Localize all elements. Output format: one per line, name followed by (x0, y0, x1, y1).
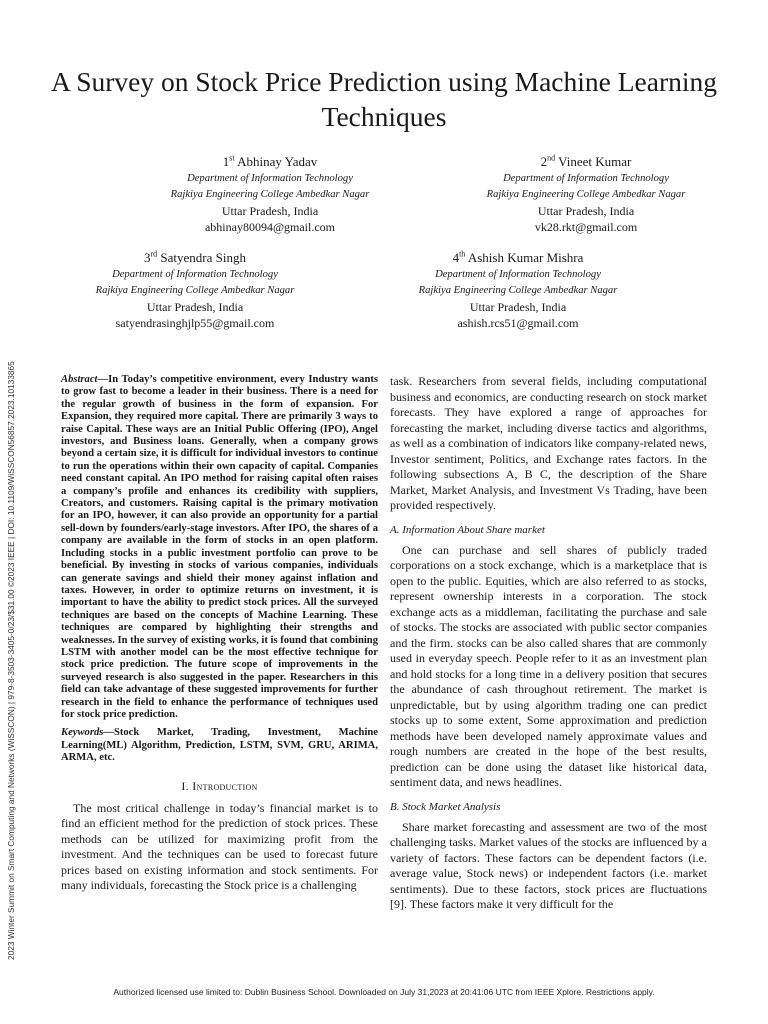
conference-citation-sidebar: 2023 Winter Summit on Smart Computing and Networks (WiSSCON) | 979-8-3503-3405-0/23/$31.00 ©2023 IEEE | DOI: 10.1109/WiSSCON56857.2023.10133865 (6, 361, 16, 960)
author-location: Uttar Pradesh, India (469, 300, 567, 314)
author-block-4 (348, 250, 688, 331)
author-department: Department of Information Technology (187, 173, 353, 184)
author-name: 1st Abhinay Yadav (222, 153, 318, 169)
author-name: 3rd Satyendra Singh (144, 249, 246, 265)
author-college: Rajkiya Engineering College Ambedkar Nagar (418, 285, 618, 296)
license-footer: Authorized licensed use limited to: Dublin Business School. Downloaded on July 31,2023 at 20:41:06 UTC from IEEE Xplore. Restrictions apply. (113, 987, 655, 997)
author-college: Rajkiya Engineering College Ambedkar Nagar (95, 285, 295, 296)
abstract (61, 374, 378, 721)
author-email[interactable]: satyendrasinghjlp55@gmail.com (115, 316, 275, 330)
author-department: Department of Information Technology (435, 269, 601, 280)
keywords-label: Keywords (61, 727, 104, 739)
author-email[interactable]: vk28.rkt@gmail.com (534, 220, 638, 234)
author-block-3 (25, 250, 365, 331)
author-name: 4th Ashish Kumar Mishra (452, 249, 584, 265)
author-location: Uttar Pradesh, India (221, 204, 319, 218)
section-heading-introduction: I. Introduction (181, 778, 258, 793)
market-analysis-paragraph: Share market forecasting and assessment are two of the most challenging tasks. Market values of the stocks are influenced by a variety of factors. These factors can be dependent factors (i.e. average value, Stock news) or independent factors (i.e. market sentiments). Due to these factors, stock prices are fluctuations [9]. These factors make it very difficult for the (390, 819, 707, 911)
author-email[interactable]: abhinay80094@gmail.com (204, 220, 336, 234)
author-department: Department of Information Technology (503, 173, 669, 184)
author-college: Rajkiya Engineering College Ambedkar Nagar (486, 189, 686, 200)
share-market-paragraph: One can purchase and sell shares of publicly traded corporations on a stock exchange, which is a marketplace that is open to the public. Equities, which are also referred to as stocks, represent ownership interests in a corporation. The stock exchange acts as a middleman, facilitating the purchase and sale of stocks. The stocks are associated with public sector companies and the firm. stocks can be also called shares that are commonly used in everyday speech. People refer to it as an investment plan and hold stocks for a long time in a delivery position that secures the abundance of cash throughout retirement. The market is unpredictable, but by using algorithm trading one can predict stocks up to some extent, Some approximation and prediction methods have been developed namely approximate values and rough numbers are created in the hope of the best results, prediction can be done using the dataset like historical data, sentiment data, and news headlines. (390, 542, 707, 789)
intro-continued-paragraph: task. Researchers from several fields, including computational business and economics, are conducting research on stock market forecasts. They have explored a range of approaches for forecasting the market, including diverse tactics and algorithms, as well as a combination of indicators like company-related news, Investor sentiment, Politics, and Exchange rates factors. In the following subsections A, B C, the description of the Share Market, Market Analysis, and Investment Vs Trading, have been provided respectively. (390, 374, 707, 512)
author-name: 2nd Vineet Kumar (540, 153, 632, 169)
author-college: Rajkiya Engineering College Ambedkar Nagar (170, 189, 370, 200)
left-column (61, 374, 378, 894)
paper-title: A Survey on Stock Price Prediction using Machine Learning Techniques (51, 66, 717, 132)
author-block-2 (416, 154, 756, 235)
intro-paragraph: The most critical challenge in today’s financial market is to find an efficient method for the prediction of stock prices. These methods can be utilized for maximizing profit from the investment. And the techniques can be used to forecast future prices based on existing information and stock sentiments. For many individuals, forecasting the Stock price is a challenging (61, 800, 378, 893)
abstract-text: —In Today’s competitive environment, every Industry wants to grow fast to become a leader in their business. There is a need for the regular growth of business in the form of expansion. For Expansion, they required more capital. There are primarily 3 ways to raise Capital. These ways are an Initial Public Offering (IPO), Angel investors, and Business loans. Generally, when a company grows beyond a certain size, it is difficult for individual investors to continue to run the operations within their own capacity of capital. Companies need constant capital. An IPO method for raising capital often raises a company’s profile and enhances its credibility with suppliers, Creators, and customers. Raising capital is the primary motivation for an IPO, however, it can also provide an opportunity for a partial sell-down by founders/early-stage investors. After IPO, the shares of a company are available in the form of stocks in an open platform. Including stocks in a public investment portfolio can prove to be beneficial. By investing in stocks of various companies, individuals can generate savings and shield their money against inflation and taxes. However, in order to optimize returns on investment, it is important to have the ability to predict stock prices. All the surveyed techniques are based on the concepts of Machine Learning. These techniques are compared by highlighting their strengths and weaknesses. In the survey of existing works, it is found that combining LSTM with another model can be the most effective technique for stock price prediction. The future scope of improvements in the surveyed research is also suggested in the paper. Researchers in this field can take advantage of these suggested improvements for further research in the field to enhance the performance of techniques used for stock price prediction. (61, 374, 378, 720)
abstract-label: Abstract (61, 374, 98, 385)
keywords-text: —Stock Market, Trading, Investment, Machine Learning(ML) Algorithm, Prediction, LSTM, SVM, GRU, ARIMA, ARMA, etc. (61, 727, 378, 764)
author-block-1 (100, 154, 440, 235)
keywords (61, 727, 378, 764)
author-location: Uttar Pradesh, India (146, 300, 244, 314)
right-column (390, 374, 707, 913)
author-email[interactable]: ashish.rcs51@gmail.com (457, 316, 579, 330)
author-department: Department of Information Technology (112, 269, 278, 280)
author-location: Uttar Pradesh, India (537, 204, 635, 218)
subsection-heading-a: A. Information About Share market (390, 523, 545, 536)
subsection-heading-b: B. Stock Market Analysis (390, 800, 501, 813)
